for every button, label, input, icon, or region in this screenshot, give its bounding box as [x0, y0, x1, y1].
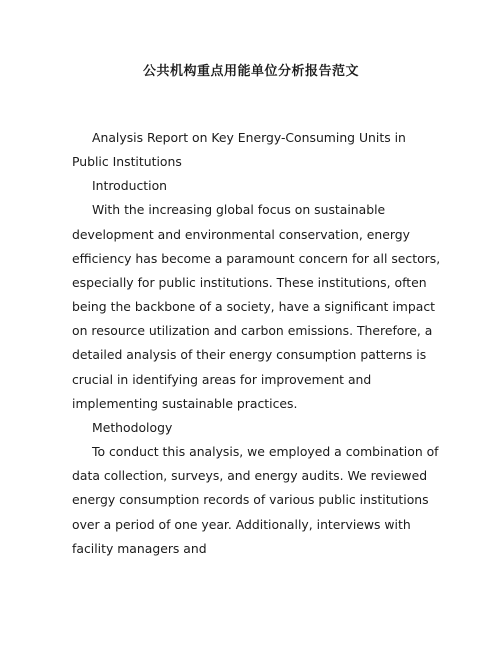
- introduction-heading: Introduction: [92, 178, 168, 194]
- document-body: [72, 126, 442, 561]
- report-title-paragraph: Analysis Report on Key Energy-Consuming Units in Public Institutions: [72, 130, 406, 170]
- document-title: 公共机构重点用能单位分析报告范文: [142, 64, 359, 79]
- introduction-paragraph: With the increasing global focus on sustainable development and environmental conservation, energy efficiency has become a paramount concern for all sectors, especially for public institutions. These institutions, often being the backbone of a society, have a significant impact on resource utilization and carbon emissions. Therefore, a detailed analysis of their energy consumption patterns is crucial in identifying areas for improvement and implementing sustainable practices.: [72, 202, 441, 411]
- methodology-paragraph: To conduct this analysis, we employed a combination of data collection, surveys, and energy audits. We reviewed energy consumption records of various public institutions over a period of one year. Additionally, interviews with facility managers and: [72, 444, 439, 556]
- methodology-heading: Methodology: [92, 419, 173, 435]
